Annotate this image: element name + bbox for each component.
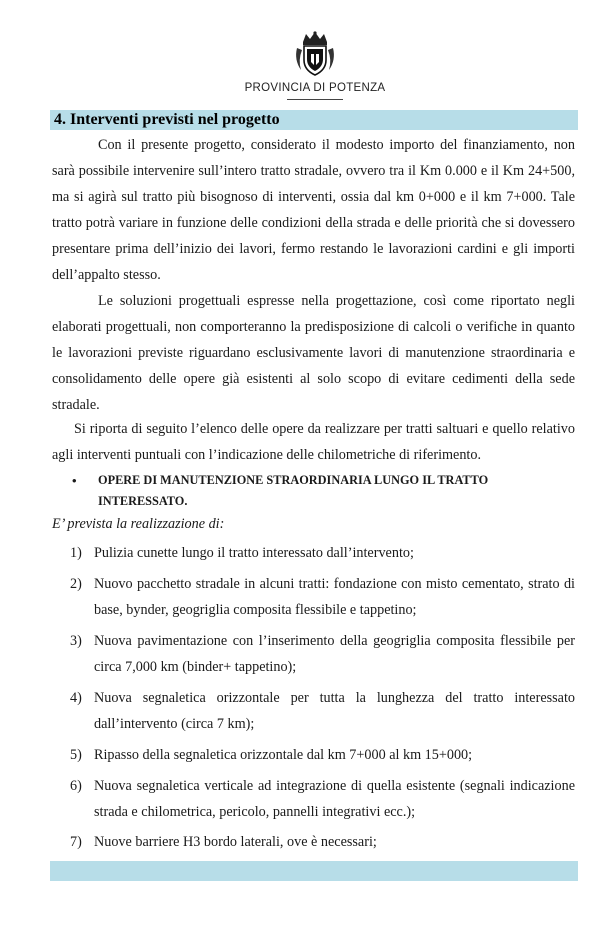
list-item-number: 1) bbox=[70, 545, 82, 561]
paragraph-scope: Con il presente progetto, considerato il modesto importo del finanziamento, non sarà possibile intervenire sull’intero tratto stradale, ovvero tra il Km 0.000 e il Km 24+500, ma si agirà sul tratto più bisognoso di interventi, ossia dal km 0+000 e il km 7+000. Tale tratto potrà variare in funzione delle condizioni della strada e delle priorità che si dovessero presentare prima dell’inizio dei lavori, fermo restando le lavorazioni cardini e gli importi dell’appalto stesso. bbox=[52, 137, 575, 283]
list-item-number: 7) bbox=[70, 834, 82, 850]
section-title: 4. Interventi previsti nel progetto bbox=[54, 111, 280, 128]
bullet-text: OPERE DI MANUTENZIONE STRAORDINARIA LUNGO IL TRATTO INTERESSATO. bbox=[98, 473, 489, 508]
list-item-text: Nuova segnaletica verticale ad integrazione di quella esistente (segnali indicazione strada e chilometrica, pericolo, pannelli integrativi ecc.); bbox=[94, 778, 575, 820]
footer-bar bbox=[50, 861, 578, 881]
bullet-icon: • bbox=[72, 473, 77, 488]
list-item-text: Pulizia cunette lungo il tratto interessato dall’intervento; bbox=[94, 545, 414, 561]
list-item-text: Nuova pavimentazione con l’inserimento della geogriglia composita flessibile per circa 7,000 km (binder+ tappetino); bbox=[94, 633, 575, 675]
list-item-number: 3) bbox=[70, 633, 82, 649]
list-item-number: 5) bbox=[70, 747, 82, 763]
list-item-text: Ripasso della segnaletica orizzontale dal km 7+000 al km 15+000; bbox=[94, 747, 473, 763]
list-item-text: Nuova segnaletica orizzontale per tutta la lunghezza del tratto interessato dall’intervento (circa 7 km); bbox=[94, 690, 575, 732]
paragraph-design-solutions: Le soluzioni progettuali espresse nella progettazione, così come riportato negli elaborati progettuali, non comporteranno la predisposizione di calcoli o verifiche in quanto le lavorazioni previste riguardano esclusivamente lavori di manutenzione straordinaria e consolidamento delle opere già esistenti al solo scopo di evitare cedimenti della sede stradale. bbox=[52, 293, 575, 413]
list-item-text: Nuove barriere H3 bordo laterali, ove è necessari; bbox=[94, 834, 377, 850]
paragraph-works-list-intro: Si riporta di seguito l’elenco delle opere da realizzare per tratti saltuari e quello relativo agli interventi puntuali con l’indicazione delle chilometriche di riferimento. bbox=[52, 421, 575, 463]
organization-name: PROVINCIA DI POTENZA bbox=[244, 82, 386, 94]
list-item-number: 6) bbox=[70, 778, 82, 794]
list-item-text: Nuovo pacchetto stradale in alcuni tratti: fondazione con misto cementato, strato di base, bynder, geogriglia composita flessibile e tappetino; bbox=[94, 576, 575, 618]
provincial-crest-icon bbox=[293, 30, 337, 78]
list-item-number: 4) bbox=[70, 690, 82, 706]
header-divider bbox=[287, 99, 343, 100]
list-intro: E’ prevista la realizzazione di: bbox=[52, 516, 225, 532]
list-item-number: 2) bbox=[70, 576, 82, 592]
